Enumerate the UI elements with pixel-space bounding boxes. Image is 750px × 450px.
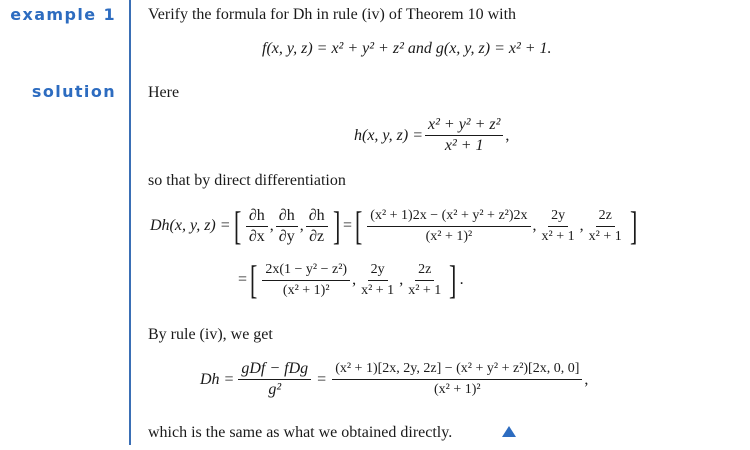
- partial-h-z: [306, 207, 328, 246]
- dh3-result-num: (x² + 1)[2x, 2y, 2z] − (x² + y² + z²)[2x, 0, 0]: [332, 360, 582, 380]
- partial-h-y: [276, 207, 298, 246]
- left-bracket: [: [250, 257, 258, 302]
- dh2-equals: =: [238, 271, 248, 288]
- right-bracket: ]: [449, 257, 457, 302]
- dh2-term-y-num: 2y: [368, 261, 388, 281]
- equation-f-g: f(x, y, z) = x² + y² + z² and g(x, y, z) = x² + 1.: [262, 40, 552, 57]
- end-of-example-triangle-icon: [502, 426, 516, 437]
- dh2-term-x-den: (x² + 1)²: [282, 282, 330, 298]
- right-bracket: ]: [629, 203, 638, 248]
- example-label: example 1: [10, 5, 116, 24]
- dh3-result-den: (x² + 1)²: [433, 382, 481, 397]
- dh2-term-y: [358, 261, 397, 300]
- h-tail: ,: [505, 126, 510, 144]
- partial-h-y-num: ∂h: [276, 207, 298, 227]
- solution-label: solution: [31, 82, 116, 101]
- left-bracket: [: [233, 203, 241, 248]
- dh1-term-x-num: (x² + 1)2x − (x² + y² + z²)2x: [367, 207, 530, 227]
- dh1-lhs: Dh(x, y, z) =: [150, 217, 231, 234]
- dh1-term-y: [539, 207, 578, 246]
- dh1-term-x: [367, 207, 530, 246]
- right-bracket: ]: [332, 203, 340, 248]
- dh2-term-z-num: 2z: [415, 261, 434, 281]
- partial-h-x-num: ∂h: [246, 207, 268, 227]
- dh1-term-y-den: x² + 1: [541, 228, 575, 244]
- quotient-rule-den: g²: [268, 381, 282, 398]
- dh3-equals: =: [317, 370, 327, 388]
- dh2-tail: .: [459, 271, 464, 288]
- dh2-term-z: [405, 261, 444, 300]
- dh3-tail: ,: [584, 370, 589, 388]
- here-text: Here: [148, 84, 180, 101]
- partial-h-z-den: ∂z: [309, 227, 325, 245]
- by-rule-text: By rule (iv), we get: [148, 326, 273, 343]
- dh1-term-z-num: 2z: [596, 207, 615, 227]
- partial-h-z-num: ∂h: [306, 207, 328, 227]
- h-lhs: h(x, y, z) =: [354, 126, 423, 144]
- left-bracket: [: [354, 203, 363, 248]
- dh1-term-z: [586, 207, 625, 246]
- equation-dh-3: [200, 360, 588, 399]
- quotient-rule-num: gDf − fDg: [238, 360, 311, 380]
- equation-dh-2: = [ $\frac{\text{2x(1 − y² − z²)}}{\text{(x² + 1)²}}$ , $\frac{2y}{\text{x² + 1}}$ , $\frac{2z}{\text{x² + 1}}$ ] .: [238, 257, 464, 302]
- dh2-term-x-num: 2x(1 − y² − z²): [262, 261, 350, 281]
- dh2-term-y-den: x² + 1: [361, 282, 395, 298]
- equation-h: [354, 116, 509, 155]
- h-fraction: [425, 116, 503, 155]
- margin-rule: [129, 0, 131, 445]
- partial-h-y-den: ∂y: [278, 227, 295, 245]
- dh1-equals: =: [342, 217, 352, 234]
- so-that-text: so that by direct differentiation: [148, 172, 346, 189]
- dh1-term-x-den: (x² + 1)²: [425, 228, 473, 244]
- h-denominator: x² + 1: [444, 137, 484, 154]
- partial-h-x: [246, 207, 268, 246]
- dh3-result-fraction: [332, 360, 582, 399]
- conclusion-text: which is the same as what we obtained directly.: [148, 424, 453, 441]
- dh1-term-z-den: x² + 1: [588, 228, 622, 244]
- quotient-rule-fraction: [238, 360, 311, 399]
- h-numerator: x² + y² + z²: [425, 116, 503, 136]
- dh3-lhs: Dh =: [200, 370, 235, 388]
- dh2-term-z-den: x² + 1: [408, 282, 442, 298]
- equation-dh-1: Dh(x, y, z) = [ $\frac{\partial h}{\partial x}$ , $\frac{\partial h}{\partial y}$ , $\frac{\partial h}{\partial z}$ ] = [ $\frac{\text{(x² + 1)2x − (x² + y² + z²)2x}}{\text{(x² + 1)²}}$ , $\frac{2y}{\text{x² + 1}}$ , $\frac{2z}{\text{x² + 1}}$ ]: [150, 203, 638, 248]
- dh2-term-x: [262, 261, 350, 300]
- dh1-term-y-num: 2y: [548, 207, 568, 227]
- intro-text: Verify the formula for Dh in rule (iv) of Theorem 10 with: [148, 6, 517, 23]
- partial-h-x-den: ∂x: [248, 227, 265, 245]
